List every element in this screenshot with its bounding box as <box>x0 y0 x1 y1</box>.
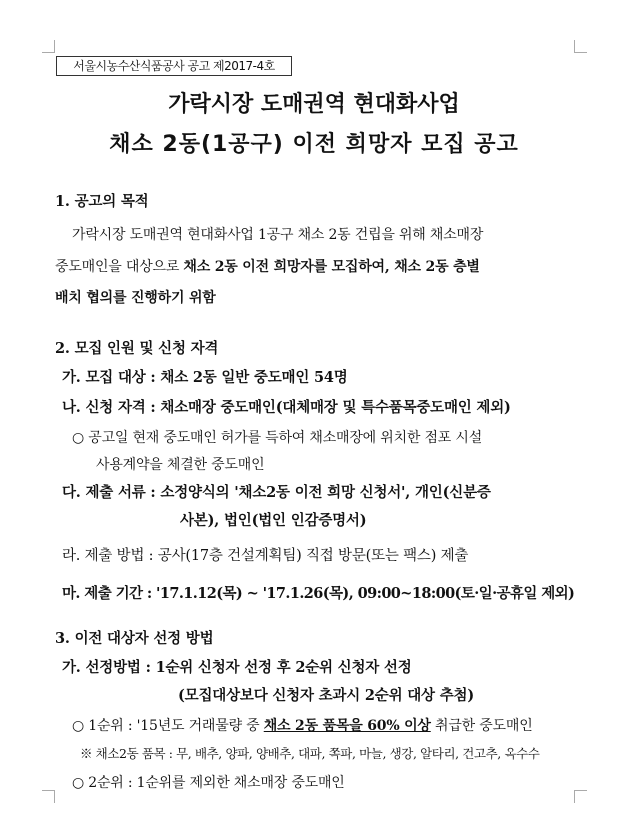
section1-line3: 배치 협의를 진행하기 위함 <box>55 290 216 306</box>
document-title-line2: 채소 2동(1공구) 이전 희망자 모집 공고 <box>109 132 519 157</box>
section2-item-ra: 라. 제출 방법 : 공사(17층 건설계획팀) 직접 방문(또는 팩스) 제출 <box>62 548 469 564</box>
section3-item-ga-line2: (모집대상보다 신청자 초과시 2순위 대상 추첨) <box>178 687 474 704</box>
section2-item-ma: 마. 제출 기간 : '17.1.12(목) ~ '17.1.26(목), 09:00~18:00(토·일·공휴일 제외) <box>62 585 575 602</box>
section2-item-da-line2: 사본), 법인(법인 인감증명서) <box>180 512 367 529</box>
crop-mark-top-left <box>42 40 55 53</box>
section3-rank1-underline: 채소 2동 품목을 60% 이상 <box>263 718 431 734</box>
section3-item-ga-line1: 가. 선정방법 : 1순위 신청자 선정 후 2순위 신청자 선정 <box>62 659 412 676</box>
document-title-line1: 가락시장 도매권역 현대화사업 <box>168 92 460 117</box>
section2-heading: 2. 모집 인원 및 신청 자격 <box>55 340 219 357</box>
section3-rank2: ○ 2순위 : 1순위를 제외한 채소매장 중도매인 <box>72 775 345 791</box>
notice-number-box: 서울시농수산식품공사 공고 제2017-4호 <box>56 56 292 76</box>
section1-line2-plain: 중도매인을 대상으로 <box>55 259 184 275</box>
section2-item-da-line1: 다. 제출 서류 : 소정양식의 '채소2동 이전 희망 신청서', 개인(신분증 <box>62 484 491 501</box>
section2-circle1-line1: ○ 공고일 현재 중도매인 허가를 득하여 채소매장에 위치한 점포 시설 <box>72 430 483 446</box>
section2-circle1-line2: 사용계약을 체결한 중도매인 <box>96 457 265 473</box>
section2-item-na: 나. 신청 자격 : 채소매장 중도매인(대체매장 및 특수품목중도매인 제외) <box>62 399 511 416</box>
section3-rank1-suffix: 취급한 중도매인 <box>430 718 533 734</box>
section1-line2 <box>55 257 480 277</box>
crop-mark-top-right <box>574 40 587 53</box>
section3-note: ※ 채소2동 품목 : 무, 배추, 양파, 양배추, 대파, 쪽파, 마늘, 생강, 알타리, 건고추, 옥수수 <box>80 746 540 761</box>
section3-heading: 3. 이전 대상자 선정 방법 <box>55 630 214 647</box>
section1-heading: 1. 공고의 목적 <box>55 193 149 210</box>
crop-mark-bottom-left <box>42 790 55 803</box>
section1-line2-bold: 채소 2동 이전 희망자를 모집하여, 채소 2동 층별 <box>183 259 480 275</box>
section3-rank1 <box>72 716 533 736</box>
section3-rank1-prefix: ○ 1순위 : '15년도 거래물량 중 <box>72 718 264 734</box>
section1-line1: 가락시장 도매권역 현대화사업 1공구 채소 2동 건립을 위해 채소매장 <box>72 227 484 243</box>
section2-item-ga: 가. 모집 대상 : 채소 2동 일반 중도매인 54명 <box>62 369 348 386</box>
crop-mark-bottom-right <box>574 790 587 803</box>
